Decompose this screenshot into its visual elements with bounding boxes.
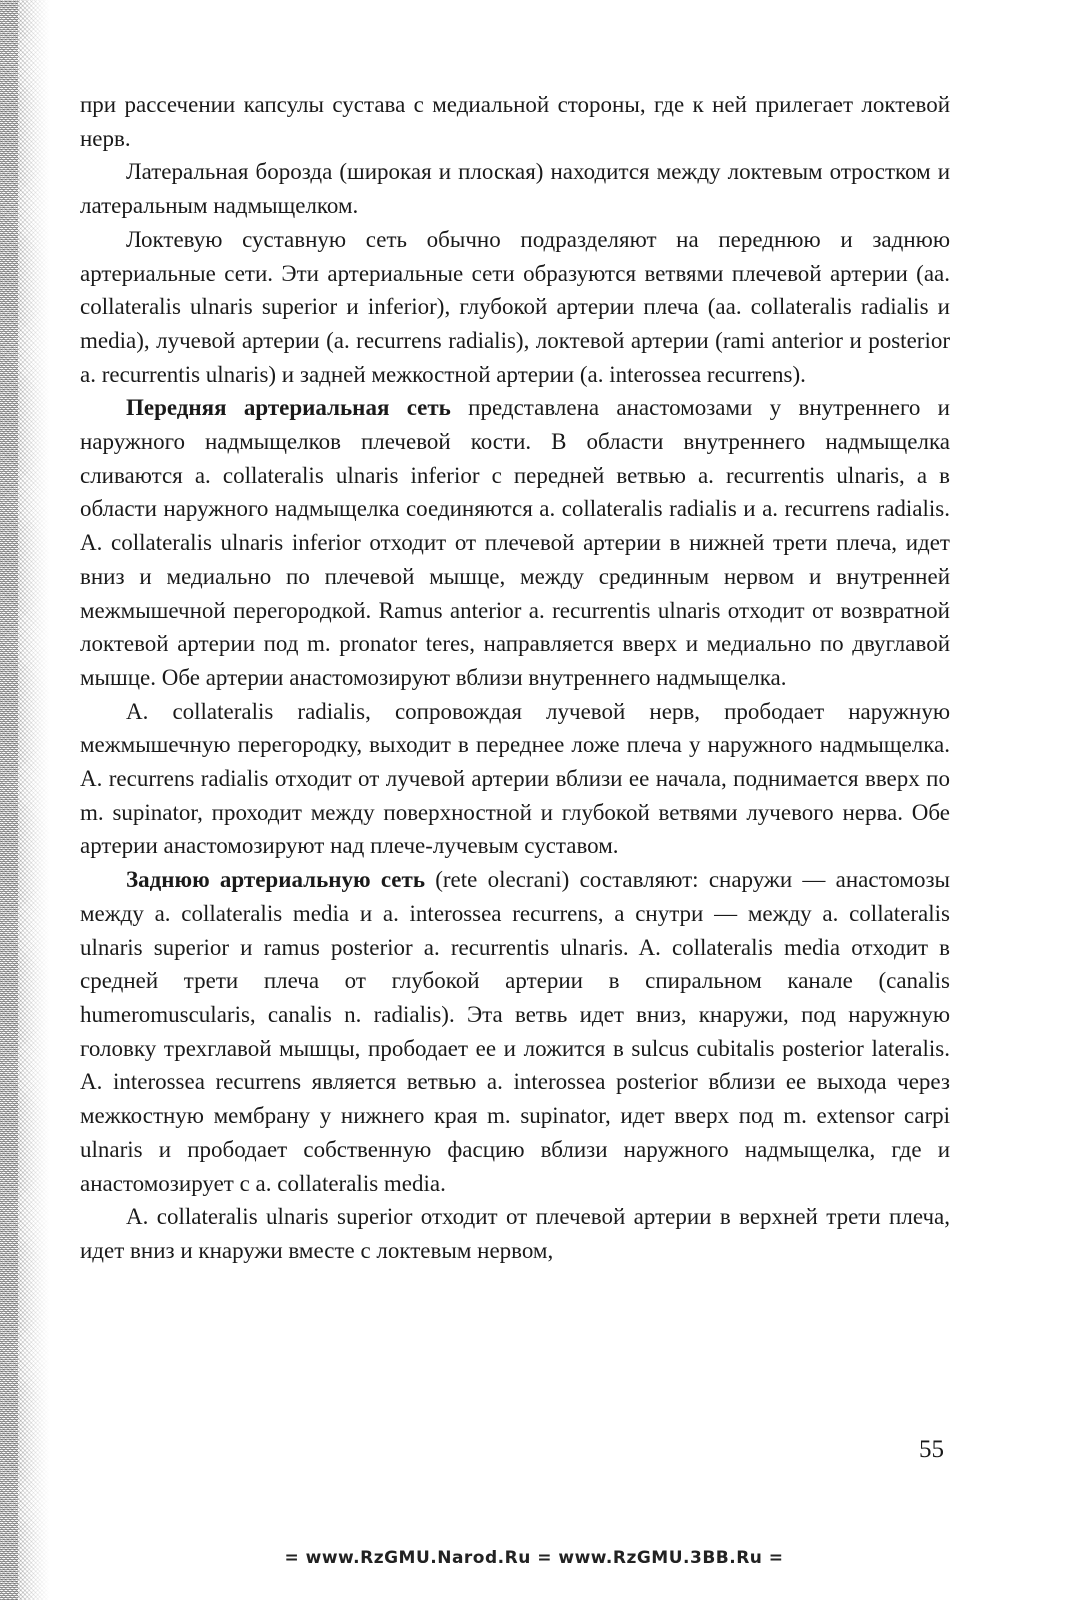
paragraph-text: представлена анастомозами у внутреннего и наружного надмыщелков плечевой кости. В области внутреннего надмыщелка сливаются a. collateralis ulnaris inferior с передней ветвью a. recurrentis ulnaris, а в области наружного надмыщелка соединяются a. collateralis radialis и a. recurrens radialis. A. collateralis ulnaris inferior отходит от плечевой артерии в нижней трети плеча, идет вниз и медиально по плечевой мышце, между срединным нервом и внутренней межмышечной перегородкой. Ramus anterior a. recurrentis ulnaris отходит от возвратной локтевой артерии под m. pronator teres, направляется вверх и медиально по двуглавой мышце. Обе артерии анастомозируют вблизи внутреннего надмыщелка. [80, 395, 950, 690]
run-in-heading: Заднюю артериальную сеть [126, 867, 425, 893]
text-column [80, 88, 950, 1268]
paragraph-4 [80, 391, 950, 694]
paragraph-text: (rete olecrani) составляют: снаружи — анастомозы между a. collateralis media и a. interossea recurrens, а снутри — между a. collateralis ulnaris superior и ramus posterior a. recurrentis ulnaris. A. collateralis media отходит в средней трети плеча от глубокой артерии в спиральном канале (canalis humeromuscularis, canalis n. radialis). Эта ветвь идет вниз, кнаружи, под наружную головку трехглавой мышцы, прободает ее и ложится в sulcus cubitalis posterior lateralis. A. interossea recurrens является ветвью a. interossea posterior вблизи ее выхода через межкостную мембрану у нижнего края m. supinator, идет вверх под m. extensor carpi ulnaris и прободает собственную фасцию вблизи наружного надмыщелка, где и анастомозирует с a. collateralis media. [80, 867, 950, 1196]
paragraph-2 [80, 155, 950, 222]
paragraph-5 [80, 695, 950, 864]
paragraph-text: при рассечении капсулы сустава с медиальной стороны, где к ней прилегает локтевой нерв. [80, 92, 950, 151]
page-number: 55 [919, 1436, 944, 1463]
paragraph-1 [80, 88, 950, 155]
paragraph-7 [80, 1200, 950, 1267]
paragraph-6 [80, 863, 950, 1200]
paragraph-text: A. collateralis ulnaris superior отходит от плечевой артерии в верхней трети плеча, идет вниз и кнаружи вместе с локтевым нервом, [80, 1204, 950, 1263]
paragraph-3 [80, 223, 950, 392]
paragraph-text: Локтевую суставную сеть обычно подразделяют на переднюю и заднюю артериальные сети. Эти артериальные сети образуются ветвями плечевой артерии (aa. collateralis ulnaris superior и inferior), глубокой артерии плеча (aa. collateralis radialis и media), лучевой артерии (a. recurrens radialis), локтевой артерии (rami anterior и posterior a. recurrentis ulnaris) и задней межкостной артерии (a. interossea recurrens). [80, 226, 950, 387]
footer-watermark: = www.RzGMU.Narod.Ru = www.RzGMU.3BB.Ru = [284, 1548, 784, 1568]
run-in-heading: Передняя артериальная сеть [126, 395, 451, 421]
paragraph-text: A. collateralis radialis, сопровождая лучевой нерв, прободает наружную межмышечную перегородку, выходит в переднее ложе плеча у наружного надмыщелка. A. recurrens radialis отходит от лучевой артерии вблизи ее начала, поднимается вверх по m. supinator, проходит между поверхностной и глубокой ветвями лучевого нерва. Обе артерии анастомозируют над плече-лучевым суставом. [80, 698, 950, 859]
page-edge-border [0, 0, 18, 1600]
paragraph-text: Латеральная борозда (широкая и плоская) находится между локтевым отростком и латеральным надмыщелком. [80, 159, 950, 219]
